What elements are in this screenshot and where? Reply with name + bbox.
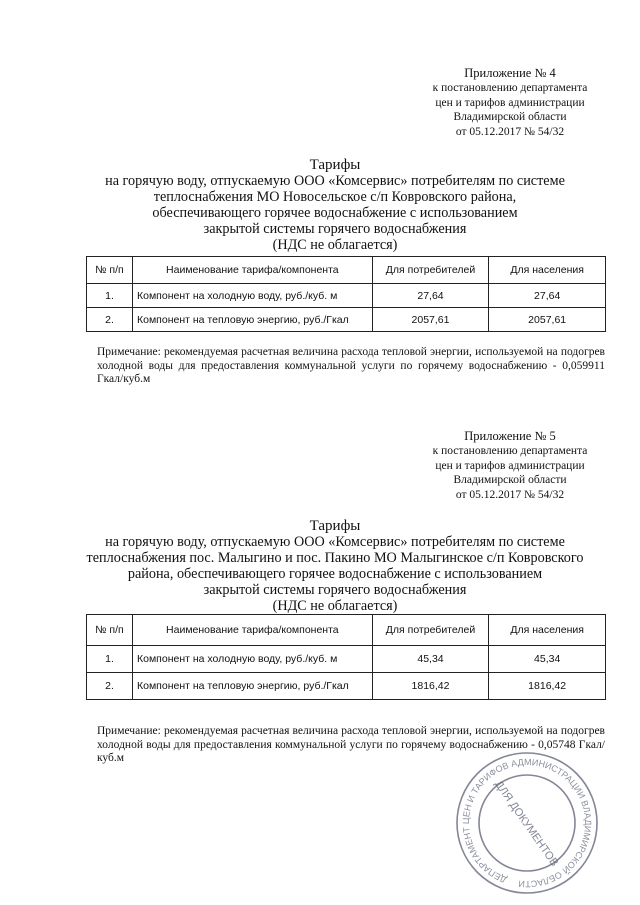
tariff-title xyxy=(80,518,590,614)
appendix-date: от 05.12.2017 № 54/32 xyxy=(455,488,565,501)
title-heading: Тарифы xyxy=(309,157,361,173)
table-row xyxy=(87,646,606,673)
title-line: обеспечивающего горячее водоснабжение с использованием xyxy=(152,205,518,221)
cell-consumers: 45,34 xyxy=(372,646,489,673)
table-header-row xyxy=(87,615,606,646)
stamp-outer-text: ДЕПАРТАМЕНТ ЦЕН И ТАРИФОВ АДМИНИСТРАЦИИ ВЛАДИМИРСКОЙ ОБЛАСТИ xyxy=(460,756,594,890)
note-text: Примечание: рекомендуемая расчетная величина расхода тепловой энергии, используемой на подогрев холодной воды для предоставления коммунальной услуги по горячему водоснабжению - 0,059911 Гкал/куб.м xyxy=(97,346,605,386)
cell-consumers: 1816,42 xyxy=(372,673,489,700)
title-line: закрытой системы горячего водоснабжения xyxy=(203,221,467,237)
header-cell-population: Для населения xyxy=(489,615,606,646)
title-vat-note: (НДС не облагается) xyxy=(272,237,398,253)
appendix-number: Приложение № 4 xyxy=(464,66,556,80)
title-line: района, обеспечивающего горячее водоснабжение с использованием xyxy=(127,566,543,582)
title-line: на горячую воду, отпускаемую ООО «Комсервис» потребителям по системе xyxy=(105,534,565,550)
cell-number: 2. xyxy=(87,673,133,700)
cell-population: 2057,61 xyxy=(489,308,606,332)
appendix-date: от 05.12.2017 № 54/32 xyxy=(455,125,565,138)
cell-name: Компонент на тепловую энергию, руб./Гкал xyxy=(133,673,373,700)
table-row xyxy=(87,673,606,700)
tariff-table xyxy=(86,256,606,332)
cell-number: 1. xyxy=(87,646,133,673)
appendix-header xyxy=(410,66,610,139)
cell-population: 1816,42 xyxy=(489,673,606,700)
cell-population: 45,34 xyxy=(489,646,606,673)
title-heading: Тарифы xyxy=(309,518,361,534)
header-cell-consumers: Для потребителей xyxy=(372,257,489,284)
header-cell-name: Наименование тарифа/компонента xyxy=(133,615,373,646)
appendix-line: к постановлению департамента xyxy=(432,445,588,457)
table-row xyxy=(87,284,606,308)
title-line: закрытой системы горячего водоснабжения xyxy=(203,582,467,598)
cell-name: Компонент на тепловую энергию, руб./Гкал xyxy=(133,308,373,332)
cell-consumers: 2057,61 xyxy=(372,308,489,332)
tariff-table xyxy=(86,614,606,700)
appendix-header xyxy=(410,429,610,502)
title-line: на горячую воду, отпускаемую ООО «Комсервис» потребителям по системе xyxy=(105,173,565,189)
table-row xyxy=(87,308,606,332)
tariff-title xyxy=(80,157,590,253)
header-cell-population: Для населения xyxy=(489,257,606,284)
header-cell-consumers: Для потребителей xyxy=(372,615,489,646)
appendix-line: цен и тарифов администрации xyxy=(435,459,585,472)
title-vat-note: (НДС не облагается) xyxy=(272,598,398,614)
cell-number: 2. xyxy=(87,308,133,332)
title-line: теплоснабжения пос. Малыгино и пос. Пакино МО Малыгинское с/п Ковровского xyxy=(86,550,584,566)
table-header-row xyxy=(87,257,606,284)
header-cell-number: № п/п xyxy=(87,615,133,646)
header-cell-number: № п/п xyxy=(87,257,133,284)
cell-number: 1. xyxy=(87,284,133,308)
appendix-line: Владимирской области xyxy=(453,111,567,124)
header-cell-name: Наименование тарифа/компонента xyxy=(133,257,373,284)
cell-name: Компонент на холодную воду, руб./куб. м xyxy=(133,284,373,308)
appendix-line: Владимирской области xyxy=(453,474,567,487)
cell-name: Компонент на холодную воду, руб./куб. м xyxy=(133,646,373,673)
stamp-inner-text: ДЛЯ ДОКУМЕНТОВ xyxy=(492,778,561,869)
appendix-line: к постановлению департамента xyxy=(432,82,588,94)
appendix-line: цен и тарифов администрации xyxy=(435,96,585,109)
note-text: Примечание: рекомендуемая расчетная величина расхода тепловой энергии, используемой на подогрев холодной воды для предоставления коммунальной услуги по горячему водоснабжению - 0,05748 Гкал/куб.м xyxy=(97,725,605,765)
title-line: теплоснабжения МО Новосельское с/п Ковровского района, xyxy=(153,189,517,205)
appendix-number: Приложение № 5 xyxy=(464,429,556,443)
official-stamp xyxy=(452,748,602,898)
cell-consumers: 27,64 xyxy=(372,284,489,308)
cell-population: 27,64 xyxy=(489,284,606,308)
